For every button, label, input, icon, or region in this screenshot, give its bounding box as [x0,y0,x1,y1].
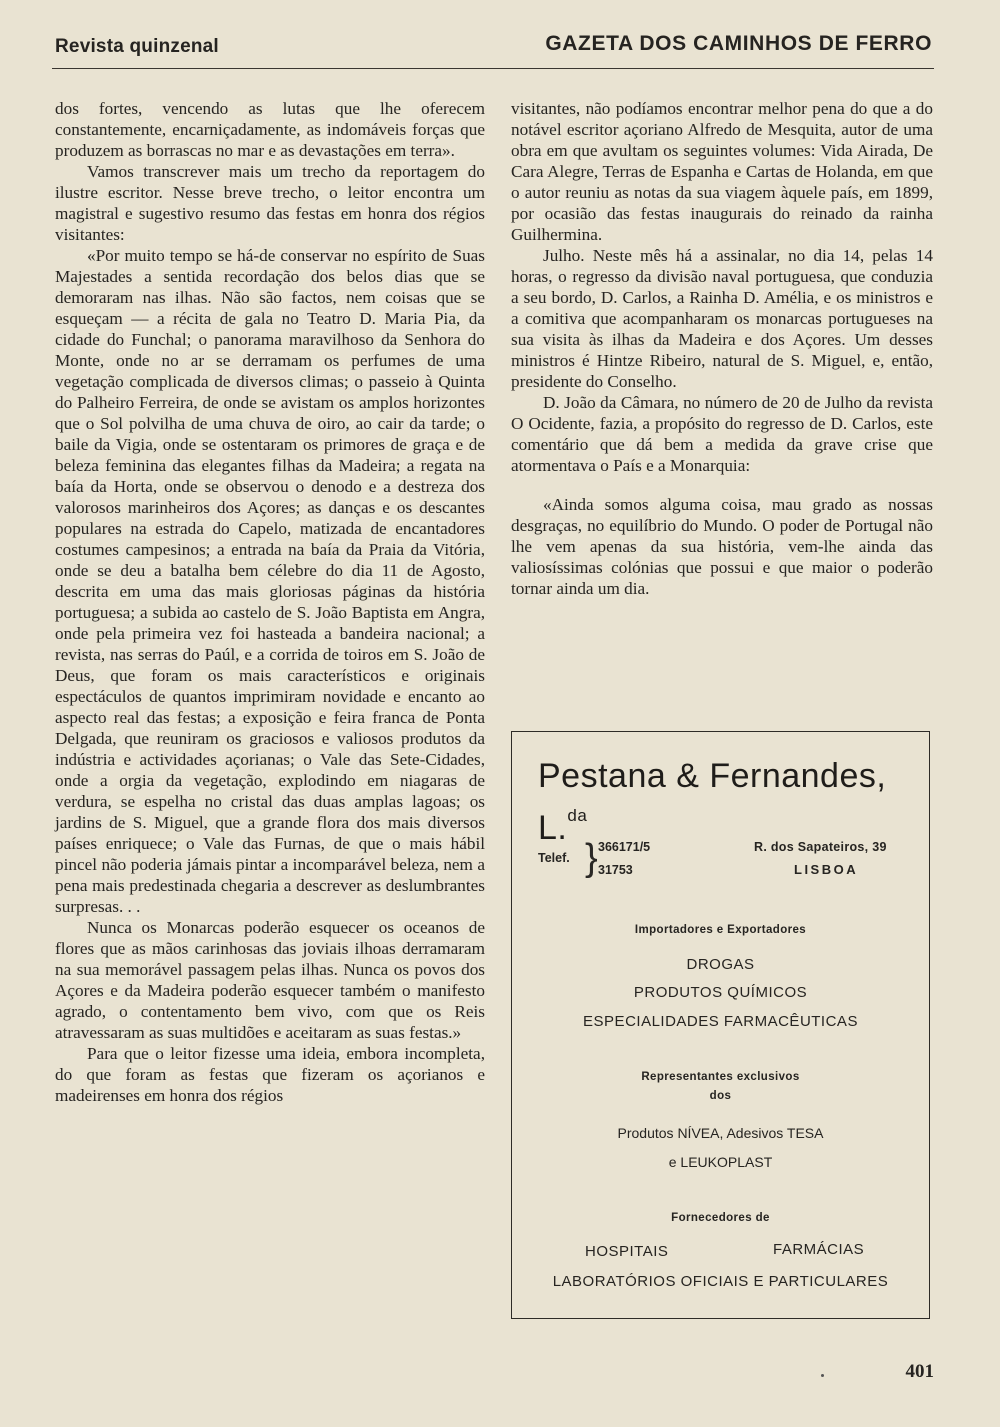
paragraph: Nunca os Monarcas poderão esquecer os oceanos de flores que as mãos carinhosas das joviais ilhoas derramaram na sua memorável passagem pelas ilhas. Nunca os povos dos Açores e da Madeira poderão esquecer também o manifesto agrado, o contentamento bem vivo, com que os Reis atravessaram as suas multidões e aceitaram as suas festas.» [55,918,485,1042]
ad-line: DROGAS [686,956,755,973]
company-name-text: Pestana & Fernandes, L. [538,757,887,847]
paragraph: «Por muito tempo se há-de conservar no espírito de Suas Majestades a sentida recordação dos belos dias que se demoraram nas ilhas. Não são factos, nem coisas que se esqueçam — a récita de gala no Teatro D. Maria Pia, da cidade do Funchal; o panorama maravilhoso da Senhora do Monte, onde no ar se derramam os perfumes de uma vegetação complicada de diversos climas; o passeio à Quinta do Palheiro Ferreira, de onde se avistam os amplos horizontes que o Sol polvilha de uma chuva de oiro, ao cair da tarde; o baile da Vigia, onde se ostentaram os primores de graça e de beleza feminina das elegantes filhas da Madeira; a regata na baía da Horta, onde se observou o denodo e a destreza dos valorosos marinheiros dos Açores; as danças e os descantes populares na estrada do Capelo, matizada de encantadores costumes campesinos; a entrada na baía da Praia da Vitória, onde se deu a batalha bem célebre do dia 11 de Agosto, descrita em uma das mais gloriosas páginas da história portuguesa; a subida ao castelo de S. João Baptista em Angra, onde pela primeira vez foi hasteada a bandeira nacional; a revista, nas serras do Paúl, e a corrida de toiros em S. João de Deus, que foram os mais característicos e originais espectáculos de quantos imprimiram novidade e encanto ao aspecto real das festas; a exposição e feira franca de Ponta Delgada, que reuniram os graciosos e valiosos produtos da indústria e actividades açorianas; o Vale das Sete-Cidades, onde a orgia da vegetação, explodindo em niagaras de verdura, se espelha no cristal das duas amplas lagoas; os jardins de S. Miguel, que a grande flora dos mais diversos países enriquece; o Vale das Furnas, de que o mais hábil pincel não poderia jámais pintar a incomparável beleza, nem a pena mais predestinada chegaria a descrever as deslumbrantes surpresas. . . [55,246,485,916]
left-column [55,98,485,1106]
page-number: 401 [905,1361,934,1382]
street-address: R. dos Sapateiros, 39 [754,840,887,854]
ad-line: PRODUTOS QUÍMICOS [633,984,808,1001]
ad-company-name [538,756,929,848]
ad-line: FARMÁCIAS [773,1241,865,1258]
paragraph: dos fortes, vencendo as lutas que lhe oferecem constantemente, encarniçadamente, as indomáveis forças que produzem as borrascas no mar e as devastações em terra». [55,99,485,160]
running-header-left: Revista quinzenal [55,36,219,57]
ad-section-heading: Representantes exclusivos [641,1071,800,1083]
running-header-right: GAZETA DOS CAMINHOS DE FERRO [545,32,932,55]
ad-line: ESPECIALIDADES FARMACÊUTICAS [583,1013,858,1030]
company-suffix: da [567,806,588,825]
advertisement-box [511,731,930,1319]
right-column [511,98,933,599]
print-speck [821,1374,824,1377]
telef-label: Telef. [538,851,570,865]
ad-section-heading: Fornecedores de [671,1212,770,1224]
paragraph: Julho. Neste mês há a assinalar, no dia 14, pelas 14 horas, o regresso da divisão naval portuguesa, que conduzia a seu bordo, D. Carlos, a Rainha D. Amélia, e os ministros e a comitiva que acompanharam os monarcas portugueses na sua visita às ilhas da Madeira e dos Açores. Um desses ministros é Hintze Ribeiro, natural de S. Miguel, e, então, presidente do Conselho. [511,246,933,391]
paragraph: Para que o leitor fizesse uma ideia, embora incompleta, do que foram as festas que fizeram os açorianos e madeirenses em honra dos régios [55,1044,485,1105]
paragraph: Vamos transcrever mais um trecho da reportagem do ilustre escritor. Nesse breve trecho, o leitor encontra um magistral e sugestivo resumo das festas em honra dos régios visitantes: [55,162,485,244]
ad-section-heading: dos [709,1090,732,1102]
block-quote: «Ainda somos alguma coisa, mau grado as nossas desgraças, no equilíbrio do Mundo. O poder de Portugal não lhe vem apenas da sua história, vem-lhe ainda das valiosíssimas colónias que possui e que maior o poderão tornar ainda um dia. [511,495,933,598]
ad-line: LABORATÓRIOS OFICIAIS E PARTICULARES [552,1273,889,1290]
phone-number: 366171/5 [598,840,651,854]
ad-line: Produtos NÍVEA, Adesivos TESA [617,1125,824,1141]
paragraph: visitantes, não podíamos encontrar melhor pena do que a do notável escritor açoriano Alfredo de Mesquita, autor de uma obra em que avultam os seguintes volumes: Vida Airada, De Cara Alegre, Terras de Espanha e Cartas de Holanda, em que o autor reuniu as notas da sua viagem àquele país, em 1899, por ocasião das festas inaugurais do reinado da rainha Guilhermina. [511,99,933,244]
city: LISBOA [794,862,859,877]
ad-line: HOSPITAIS [585,1243,669,1260]
ad-section-heading: Importadores e Exportadores [634,924,807,936]
ad-line: e LEUKOPLAST [668,1154,773,1170]
header-rule [52,68,934,69]
phone-number: 31753 [598,863,633,877]
paragraph: D. João da Câmara, no número de 20 de Julho da revista O Ocidente, fazia, a propósito do regresso de D. Carlos, este comentário que dá bem a medida da grave crise que atormentava o País e a Monarquia: [511,393,933,475]
brace-glyph: } [585,837,598,879]
